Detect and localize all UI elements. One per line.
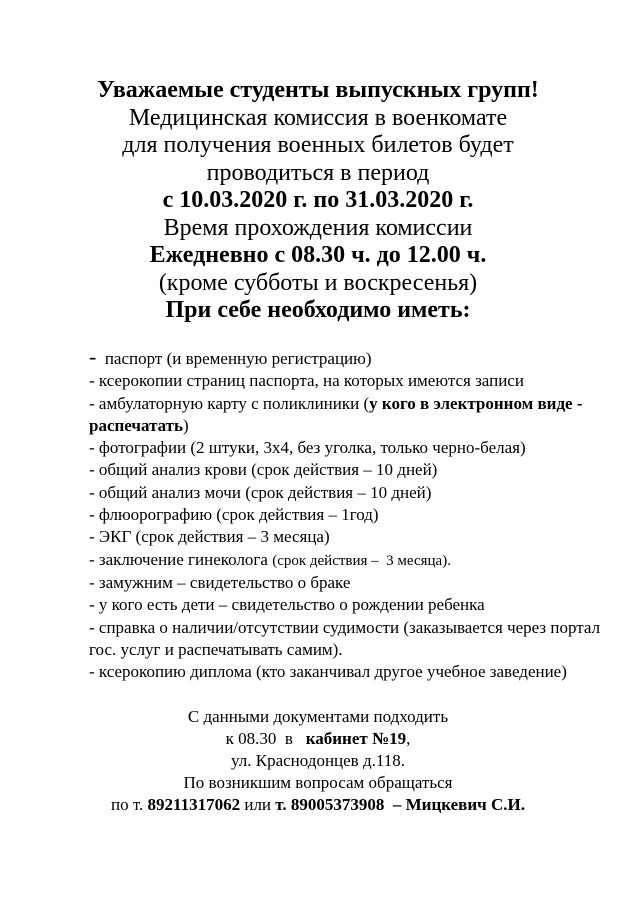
list-item-text: - заключение гинеколога bbox=[89, 549, 273, 569]
daily-hours: Ежедневно с 08.30 ч. до 12.00 ч. bbox=[149, 242, 487, 268]
required-documents-list bbox=[89, 344, 609, 683]
greeting-heading: Уважаемые студенты выпускных групп! bbox=[97, 77, 539, 103]
list-item: - общий анализ мочи (срок действия – 10 дней) bbox=[89, 482, 432, 502]
list-item-text: - амбулаторную карту с поликлиники ( bbox=[89, 393, 370, 413]
header-line-commission: Медицинская комиссия в военкомате bbox=[128, 104, 508, 131]
footer-line-questions: По возникшим вопросам обращаться bbox=[183, 773, 453, 792]
required-documents-heading: При себе необходимо иметь: bbox=[165, 297, 471, 323]
notice-header bbox=[0, 77, 636, 325]
list-item: - ксерокопии страниц паспорта, на которых имеются записи bbox=[89, 371, 524, 391]
notice-footer bbox=[0, 706, 636, 816]
list-dash: - bbox=[89, 344, 97, 369]
room-number: кабинет №19 bbox=[305, 729, 407, 748]
header-line-period-intro: проводиться в период bbox=[206, 159, 430, 186]
list-item: - флюорографию (срок действия – 1год) bbox=[89, 505, 379, 525]
list-item bbox=[89, 549, 609, 572]
list-item bbox=[89, 344, 609, 370]
footer-contacts bbox=[0, 794, 636, 816]
list-item: - замужним – свидетельство о браке bbox=[89, 572, 351, 592]
header-line-time-intro: Время прохождения комиссии bbox=[163, 214, 473, 241]
list-item: - справка о наличии/отсутствии судимости (заказывается через портал гос. услуг и распечатывать самим). bbox=[89, 617, 601, 659]
footer-line-bring: С данными документами подходить bbox=[187, 707, 449, 726]
phone-separator: или bbox=[240, 795, 276, 814]
header-line-except-weekend: (кроме субботы и воскресенья) bbox=[158, 269, 478, 296]
phone-number-2-contact: т. 89005373908 – Мицкевич С.И. bbox=[275, 795, 525, 814]
list-item-text: ) bbox=[183, 415, 189, 435]
footer-line-room bbox=[0, 728, 636, 750]
header-line-purpose: для получения военных билетов будет bbox=[122, 132, 514, 158]
list-item-emphasis: у кого в электронном виде - распечатать bbox=[89, 393, 583, 435]
footer-time: к 08.30 в bbox=[225, 729, 306, 748]
phone-number-1: 89211317062 bbox=[147, 795, 241, 814]
footer-comma: , bbox=[406, 729, 411, 748]
list-item: - ЭКГ (срок действия – 3 месяца) bbox=[89, 527, 330, 547]
list-item: - у кого есть дети – свидетельство о рождении ребенка bbox=[89, 595, 485, 615]
list-item-text: паспорт (и временную регистрацию) bbox=[104, 349, 372, 368]
list-item-note: (срок действия – 3 месяца). bbox=[272, 552, 451, 569]
list-item: - общий анализ крови (срок действия – 10 дней) bbox=[89, 460, 438, 480]
footer-address: ул. Краснодонцев д.118. bbox=[231, 751, 405, 770]
list-item: - ксерокопию диплома (кто заканчивал другое учебное заведение) bbox=[89, 662, 567, 682]
list-item bbox=[89, 393, 609, 438]
phone-prefix: по т. bbox=[111, 795, 148, 814]
period-dates: с 10.03.2020 г. по 31.03.2020 г. bbox=[162, 187, 474, 213]
list-item: - фотографии (2 штуки, 3х4, без уголка, только черно-белая) bbox=[89, 438, 526, 458]
